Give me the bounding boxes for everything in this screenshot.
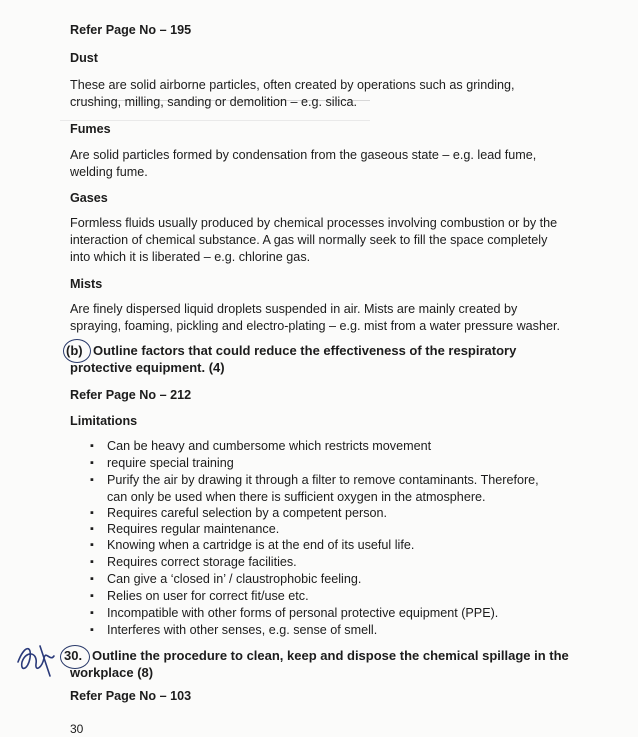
- bullet-icon: ▪: [90, 556, 94, 568]
- question-b-line-1: Outline factors that could reduce the effectiveness of the respiratory: [93, 343, 517, 358]
- page-number: 30: [70, 722, 84, 736]
- heading-limitations: Limitations: [70, 414, 138, 428]
- question-b-label: (b): [66, 343, 83, 358]
- list-item: Incompatible with other forms of personal protective equipment (PPE).: [107, 606, 499, 620]
- bullet-icon: ▪: [90, 507, 94, 519]
- list-item: Knowing when a cartridge is at the end of its useful life.: [107, 538, 415, 552]
- list-item: Can give a ‘closed in’ / claustrophobic feeling.: [107, 572, 362, 586]
- refer-page-103: Refer Page No – 103: [70, 689, 192, 703]
- list-item: Purify the air by drawing it through a filter to remove contaminants. Therefore,: [107, 473, 539, 487]
- question-30-line-1: Outline the procedure to clean, keep and dispose the chemical spillage in the: [92, 648, 569, 663]
- mists-text-line-1: Are finely dispersed liquid droplets suspended in air. Mists are mainly created by: [70, 302, 518, 316]
- bullet-icon: ▪: [90, 539, 94, 551]
- question-30-line-2: workplace (8): [70, 665, 154, 680]
- fumes-text-line-1: Are solid particles formed by condensation from the gaseous state – e.g. lead fume,: [70, 148, 537, 162]
- list-item: Interferes with other senses, e.g. sense of smell.: [107, 623, 378, 637]
- heading-gases: Gases: [70, 191, 108, 205]
- question-30-label: 30.: [64, 648, 83, 663]
- gases-text-line-2: interaction of chemical substance. A gas will normally seek to fill the space completely: [70, 233, 548, 247]
- refer-page-212: Refer Page No – 212: [70, 388, 192, 402]
- bullet-icon: ▪: [90, 457, 94, 469]
- list-item: Requires careful selection by a competent person.: [107, 506, 388, 520]
- list-item-continuation: can only be used when there is sufficient oxygen in the atmosphere.: [107, 490, 486, 504]
- bullet-icon: ▪: [90, 474, 94, 486]
- dust-text-line-2: crushing, milling, sanding or demolition – e.g. silica.: [70, 95, 357, 109]
- question-b-line-2: protective equipment. (4): [70, 360, 225, 375]
- bullet-icon: ▪: [90, 607, 94, 619]
- heading-fumes: Fumes: [70, 122, 111, 136]
- gases-text-line-1: Formless fluids usually produced by chemical processes involving combustion or by the: [70, 216, 558, 230]
- list-item: Can be heavy and cumbersome which restricts movement: [107, 439, 432, 453]
- bullet-icon: ▪: [90, 624, 94, 636]
- gases-text-line-3: into which it is liberated – e.g. chlorine gas.: [70, 250, 311, 264]
- dust-text-line-1: These are solid airborne particles, often created by operations such as grinding,: [70, 78, 515, 92]
- bullet-icon: ▪: [90, 523, 94, 535]
- refer-page-195: Refer Page No – 195: [70, 23, 192, 37]
- bullet-icon: ▪: [90, 440, 94, 452]
- fumes-text-line-2: welding fume.: [70, 165, 148, 179]
- bullet-icon: ▪: [90, 573, 94, 585]
- list-item: Relies on user for correct fit/use etc.: [107, 589, 309, 603]
- heading-dust: Dust: [70, 51, 98, 65]
- list-item: Requires correct storage facilities.: [107, 555, 297, 569]
- mists-text-line-2: spraying, foaming, pickling and electro-plating – e.g. mist from a water pressure washer.: [70, 319, 560, 333]
- list-item: Requires regular maintenance.: [107, 522, 280, 536]
- list-item: require special training: [107, 456, 234, 470]
- bullet-icon: ▪: [90, 590, 94, 602]
- heading-mists: Mists: [70, 277, 103, 291]
